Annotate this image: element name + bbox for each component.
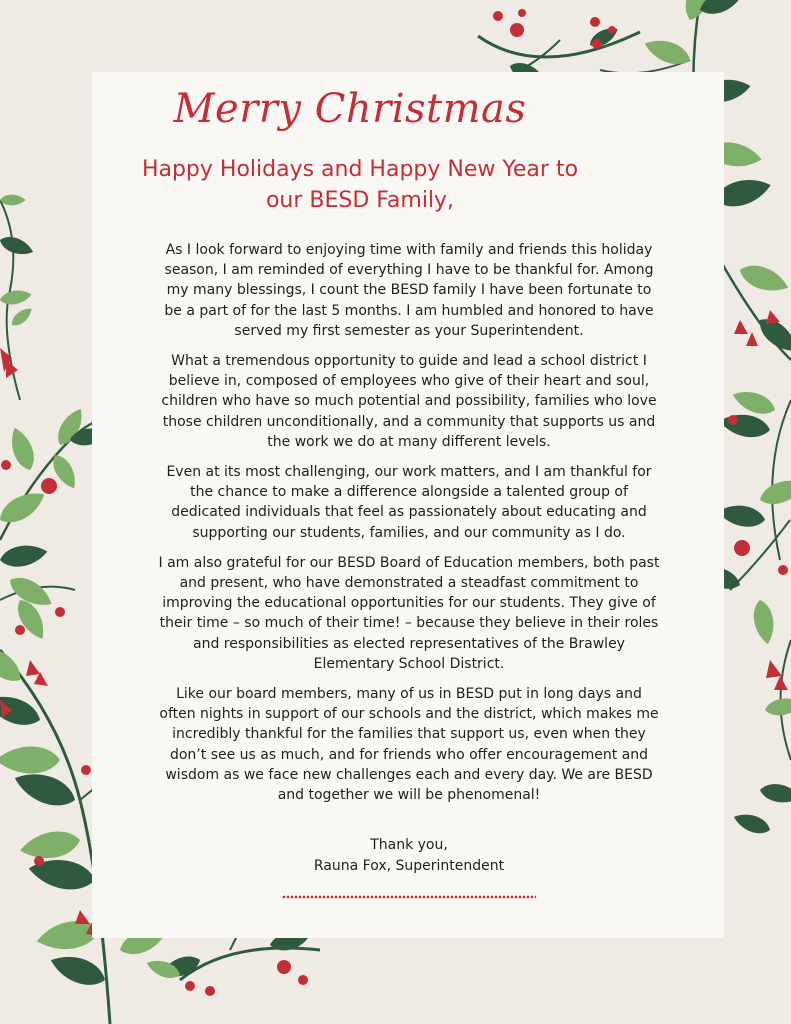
- greeting-heading-line-2: our BESD Family,: [265, 188, 455, 213]
- vine-right-bottom: [731, 640, 791, 838]
- merry-christmas-title: Merry Christmas: [173, 86, 527, 132]
- paragraph-3: Even at its most challenging, our work matters, and I am thankful for the chance to make a difference alongside a talented group of dedicated individuals that feel as passionately about educating and supporting our students, families, and our community as I do.: [166, 464, 652, 541]
- greeting-heading-line-1: Happy Holidays and Happy New Year to: [141, 157, 579, 182]
- signature-name: Rauna Fox, Superintendent: [313, 857, 505, 874]
- paragraph-1: As I look forward to enjoying time with family and friends this holiday season, I am reminded of everything I have to be thankful for. Among my many blessings, I count the BESD family I have been fortunate to be a part of for the last 5 months. I am humbled and honored to have served my first semester as your Superintendent.: [164, 242, 654, 339]
- paragraph-2: What a tremendous opportunity to guide and lead a school district I believe in, composed of employees who give of their heart and soul, children who have so much potential and possibility, families who love those children unconditionally, and a community that supports us and the work we do at many different levels.: [161, 353, 657, 450]
- signoff: [156, 835, 662, 876]
- letter-body: [156, 240, 662, 876]
- paragraph-4: I am also grateful for our BESD Board of Education members, both past and present, who have demonstrated a steadfast commitment to improving the educational opportunities for our students. They give of their time – so much of their time! – because they believe in their roles and responsibilities as elected representatives of the Brawley Elementary School District.: [158, 554, 660, 672]
- vine-left-top: [0, 195, 36, 470]
- closing-text: Thank you,: [370, 837, 448, 854]
- greeting-heading: [110, 154, 610, 216]
- dotted-divider: [282, 895, 536, 899]
- paragraph-5: Like our board members, many of us in BESD put in long days and often nights in support of our schools and the district, which makes me incredibly thankful for the families that support us, even when they don’t see us as much, and for friends who offer encouragement and wisdom as we face new challenges each and every day. We are BESD and together we will be phenomenal!: [159, 686, 659, 804]
